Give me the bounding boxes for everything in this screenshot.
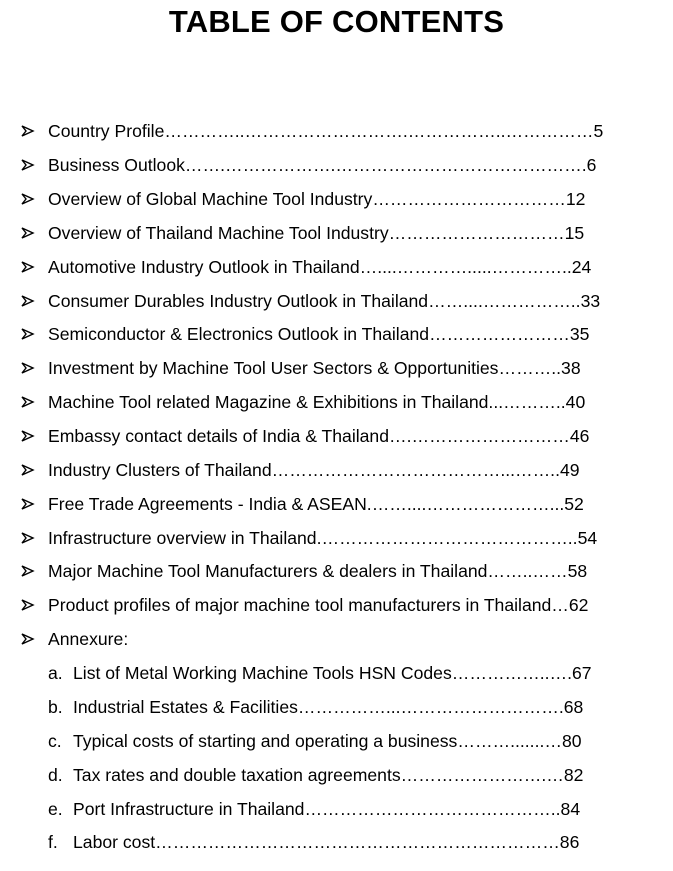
toc-entry-label: Semiconductor & Electronics Outlook in Thailand……………………35 (48, 324, 590, 344)
annexure-entry-label: Port Infrastructure in Thailand……………………………………..84 (73, 799, 581, 819)
arrow-bullet-icon (21, 627, 37, 651)
arrow-bullet-icon (21, 322, 37, 346)
toc-entry-label: Product profiles of major machine tool manufacturers in Thailand…62 (48, 595, 589, 615)
toc-entry-label: Infrastructure overview in Thailand.……………………………………..54 (48, 528, 598, 548)
arrow-bullet-icon (21, 559, 37, 583)
toc-entry-label: Country Profile…………..……………………….……………..……………5 (48, 121, 604, 141)
arrow-bullet-icon (21, 526, 37, 550)
toc-entry-label: Machine Tool related Magazine & Exhibitions in Thailand...………..40 (48, 392, 586, 412)
annexure-entry-label: Industrial Estates & Facilities……………...……………………….68 (73, 697, 584, 717)
arrow-bullet-icon (21, 289, 37, 313)
arrow-bullet-icon (21, 424, 37, 448)
toc-entry-label: Business Outlook…….……………….…………………………………….6 (48, 155, 597, 175)
arrow-bullet-icon (21, 187, 37, 211)
annexure-entry-label: Labor cost……………………………………………………………86 (73, 832, 580, 852)
toc-entry-label: Industry Clusters of Thailand…………………………………...……..49 (48, 460, 580, 480)
arrow-bullet-icon (21, 153, 37, 177)
toc-entry-label: Embassy contact details of India & Thailand….………………………46 (48, 426, 590, 446)
toc-entry-label: Consumer Durables Industry Outlook in Thailand……....……………..33 (48, 291, 601, 311)
arrow-bullet-icon (21, 593, 37, 617)
annexure-marker: d. (48, 765, 63, 785)
toc-entry-label: Annexure: (48, 629, 129, 649)
toc-entry-label: Overview of Global Machine Tool Industry……………………………12 (48, 189, 586, 209)
arrow-bullet-icon (21, 458, 37, 482)
arrow-bullet-icon (21, 119, 37, 143)
arrow-bullet-icon (21, 221, 37, 245)
toc-entry-label: Automotive Industry Outlook in Thailand…....………….....…………..24 (48, 257, 592, 277)
annexure-entry-label: Tax rates and double taxation agreements…………………….…82 (73, 765, 584, 785)
annexure-entry-label: List of Metal Working Machine Tools HSN Codes……………..….67 (73, 663, 592, 683)
toc-entry-label: Overview of Thailand Machine Tool Industry…………………………15 (48, 223, 585, 243)
toc-entry-label: Major Machine Tool Manufacturers & dealers in Thailand……..……58 (48, 561, 588, 581)
annexure-entry-label: Typical costs of starting and operating a business……….......…80 (73, 731, 582, 751)
toc-entry-label: Investment by Machine Tool User Sectors & Opportunities………..38 (48, 358, 581, 378)
annexure-marker: b. (48, 697, 63, 717)
arrow-bullet-icon (21, 492, 37, 516)
arrow-bullet-icon (21, 356, 37, 380)
annexure-marker: a. (48, 663, 63, 683)
annexure-marker: c. (48, 731, 62, 751)
annexure-marker: e. (48, 799, 63, 819)
arrow-bullet-icon (21, 255, 37, 279)
arrow-bullet-icon (21, 390, 37, 414)
toc-entry-label: Free Trade Agreements - India & ASEAN.……....…………………...52 (48, 494, 584, 514)
annexure-marker: f. (48, 832, 58, 852)
page-title: TABLE OF CONTENTS (168, 4, 505, 39)
